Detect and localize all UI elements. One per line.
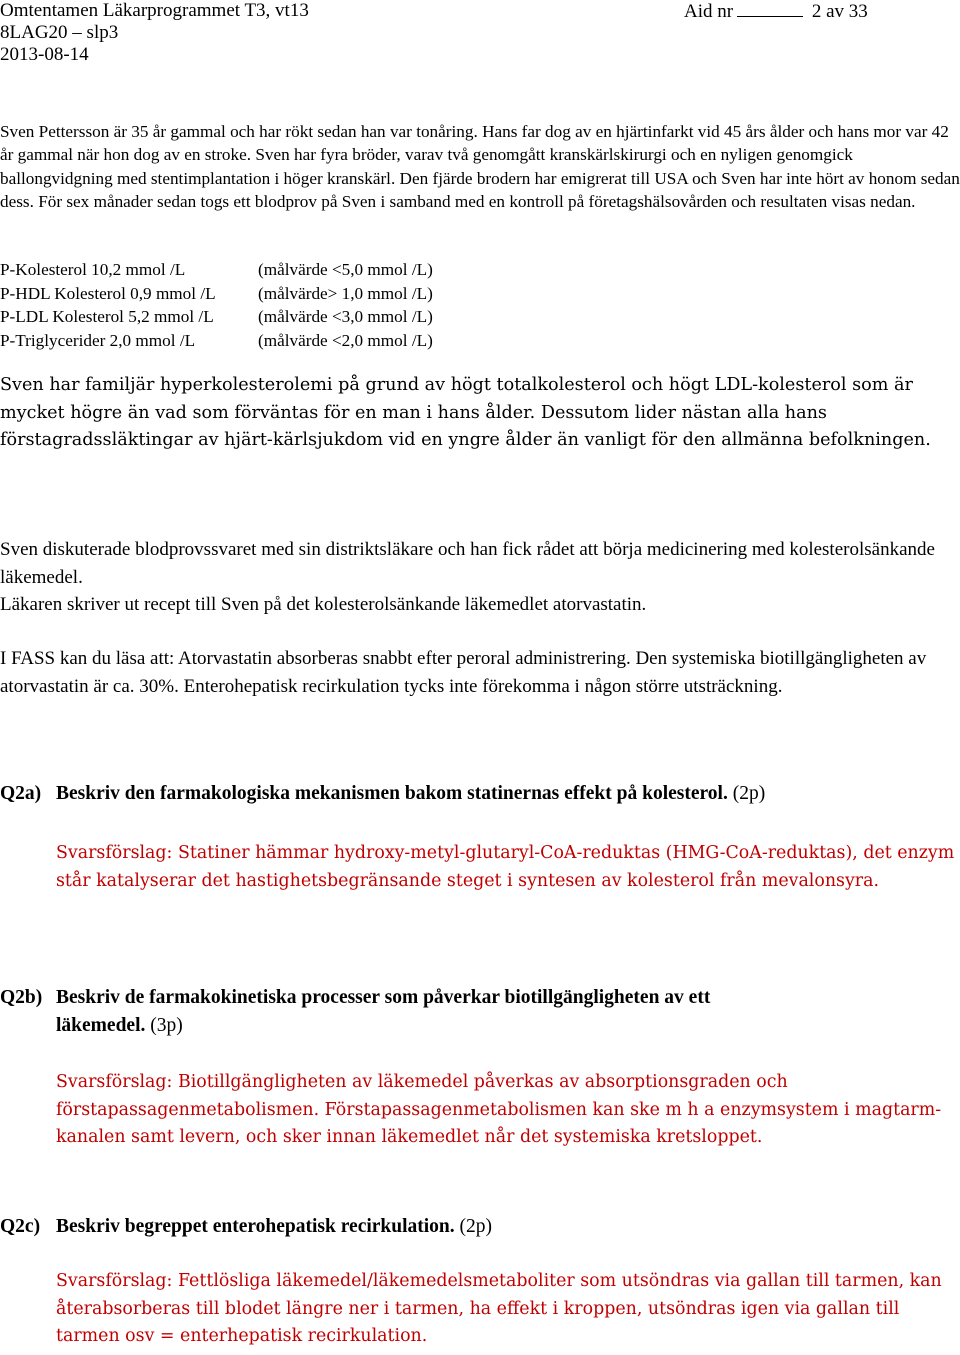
question-number: Q2a) [0, 783, 42, 804]
fass-info: I FASS kan du läsa att: Atorvastatin absorberas snabbt efter peroral administrering. Den systemiska biotillgängligheten av atorvastatin är ca. 30%. Enterohepatisk recirkulation tycks inte förekomma i någon större utsträckning. [0, 648, 927, 697]
case-intro: Sven Pettersson är 35 år gammal och har rökt sedan han var tonåring. Hans far dog av en hjärtinfarkt vid 45 års ålder och hans mor var 42 år gammal när hon dog av en stroke. Sven har fyra bröder, varav två genomgått kranskärlskirurgi och en nyligen genomgick ballongvidgning med stentimplantation i höger kranskärl. Den fjärde brodern har emigrerat till USA och Sven har inte hört av honom sedan dess. För sex månader sedan togs ett blodprov på Sven i samband med en kontroll på företagshälsovården och resultaten visas nedan. [0, 122, 960, 211]
lab-row [0, 305, 960, 329]
lab-test: P-LDL Kolesterol 5,2 mmol /L [0, 307, 214, 326]
answer-2c: Svarsförslag: Fettlösliga läkemedel/läkemedelsmetaboliter som utsöndras via gallan till tarmen, kan återabsorberas till blodet längre ner i tarmen, ha effekt i kroppen, utsöndras igen via gallan till tarmen osv = enterhepatisk recirkulation. [56, 1271, 942, 1346]
answer-2a: Svarsförslag: Statiner hämmar hydroxy-metyl-glutaryl-CoA-reduktas (HMG-CoA-reduktas), det enzym står katalyserar det hastighetsbegränsande steget i syntesen av kolesterol från mevalonsyra. [56, 843, 955, 891]
lab-results [0, 258, 960, 352]
aid-label: Aid nr [684, 1, 734, 22]
answer-2b: Svarsförslag: Biotillgängligheten av läkemedel påverkas av absorptionsgraden och förstapassagenmetabolismen. Förstapassagenmetabolismen kan ske m h a enzymsystem i magtarm-kanalen samt levern, och sker innan läkemedlet når det systemiska kretsloppet. [56, 1072, 942, 1147]
lab-test: P-Kolesterol 10,2 mmol /L [0, 260, 186, 279]
lab-test: P-Triglycerider 2,0 mmol /L [0, 330, 196, 350]
question-2a [0, 780, 765, 808]
lab-row [0, 282, 960, 306]
question-points: (2p) [732, 783, 766, 804]
discussion-paragraph: Läkaren skriver ut recept till Sven på det kolesterolsänkande läkemedlet atorvastatin. [0, 594, 647, 615]
question-number: Q2c) [0, 1216, 41, 1237]
lab-row [0, 329, 960, 353]
lab-row [0, 258, 960, 282]
question-text: Beskriv den farmakologiska mekanismen bakom statinernas effekt på kolesterol. [56, 783, 728, 804]
page-number: 2 av 33 [811, 1, 868, 22]
question-points: (2p) [459, 1216, 493, 1237]
exam-title: Omtentamen Läkarprogrammet T3, vt13 [0, 0, 309, 21]
question-2b [0, 984, 710, 1040]
lab-test: P-HDL Kolesterol 0,9 mmol /L [0, 283, 216, 303]
discussion [0, 536, 960, 619]
discussion-paragraph: Sven diskuterade blodprovssvaret med sin distriktsläkare och han fick rådet att börja medicinering med kolesterolsänkande läkemedel. [0, 539, 935, 588]
diagnosis-summary: Sven har familjär hyperkolesterolemi på grund av högt totalkolesterol och högt LDL-kolesterol som är mycket högre än vad som förväntas för en man i hans ålder. Dessutom lider nästan alla hans förstagradssläktingar av hjärt-kärlsjukdom vid en yngre ålder än vanligt för den allmänna befolkningen. [0, 375, 931, 450]
lab-target: (målvärde <5,0 mmol /L) [258, 260, 433, 279]
lab-target: (målvärde <2,0 mmol /L) [258, 330, 433, 350]
lab-target: (målvärde <3,0 mmol /L) [258, 307, 433, 326]
course-code: 8LAG20 – slp3 [0, 22, 119, 43]
exam-date: 2013-08-14 [0, 44, 89, 65]
question-points: (3p) [150, 1015, 183, 1036]
question-text: Beskriv de farmakokinetiska processer som påverkar biotillgängligheten av ett [56, 987, 711, 1008]
aid-blank-line [737, 0, 803, 17]
question-number: Q2b) [0, 987, 43, 1008]
question-text: läkemedel. [56, 1015, 146, 1036]
aid-page-info [684, 0, 868, 23]
lab-target: (målvärde> 1,0 mmol /L) [258, 283, 433, 303]
question-2c [0, 1213, 492, 1241]
question-text: Beskriv begreppet enterohepatisk recirkulation. [56, 1216, 455, 1237]
